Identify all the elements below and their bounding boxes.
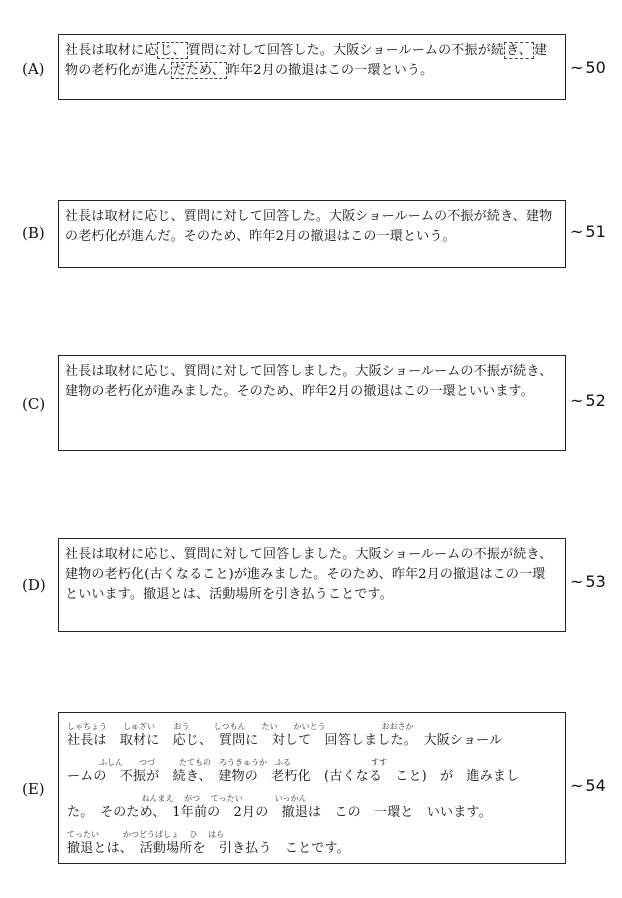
ruby-line xyxy=(67,717,557,753)
reference-numeral: ~ 52 xyxy=(570,391,606,410)
reference-numeral: ~ 54 xyxy=(570,776,606,795)
base-text: た。 そのため、 1年前の 2月の 撤退は この 一環と いいます。 xyxy=(67,805,492,820)
text-box xyxy=(58,712,566,864)
row-label: (C) xyxy=(22,395,46,413)
furigana: しゃちょう しゅざい おう しつもん たい かいとう おおさか xyxy=(67,722,414,731)
segment-boundary-mark: じ、 xyxy=(159,43,186,58)
reference-numeral: ~ 51 xyxy=(570,222,606,241)
text-box xyxy=(58,34,566,100)
text-segment: 昨年2月の撤退はこの一環という。 xyxy=(226,63,434,78)
ruby-line xyxy=(67,825,557,861)
reference-numeral: ~ 53 xyxy=(570,572,606,591)
segment-boundary-mark: き、 xyxy=(506,43,532,58)
base-text: ームの 不振が 続き、 建物の 老朽化 (古くなる こと) が 進みまし xyxy=(67,769,520,784)
text-box: 社長は取材に応じ、質問に対して回答しました。大阪ショールームの不振が続き、建物の老朽化(古くなること)が進みました。そのため、昨年2月の撤退はこの一環といいます。撤退とは、活動場所を引き払うことです。 xyxy=(58,538,566,632)
reference-numeral: ~ 50 xyxy=(570,58,606,77)
base-text: 社長は 取材に 応じ、 質問に 対して 回答しました。 大阪ショール xyxy=(67,733,503,748)
text-box: 社長は取材に応じ、質問に対して回答した。大阪ショールームの不振が続き、建物の老朽化が進んだ。そのため、昨年2月の撤退はこの一環という。 xyxy=(58,200,566,268)
ruby-line xyxy=(67,789,557,825)
base-text: 撤退とは、 活動場所を 引き払う ことです。 xyxy=(67,841,350,856)
furigana: ねんまえ がつ てったい いっかん xyxy=(67,794,307,803)
text-segment: 社長は取材に応 xyxy=(65,43,158,58)
text-box: 社長は取材に応じ、質問に対して回答しました。大阪ショールームの不振が続き、建物の老朽化が進みました。そのため、昨年2月の撤退はこの一環といいます。 xyxy=(58,355,566,451)
row-label: (B) xyxy=(22,224,45,242)
segment-boundary-mark: だため、 xyxy=(172,63,225,78)
furigana: てったい かつどうばしょ ひ はら xyxy=(67,830,225,839)
row-label: (A) xyxy=(22,60,45,78)
row-label: (D) xyxy=(22,576,46,594)
ruby-line xyxy=(67,753,557,789)
text-segment: 質問に対して回答した。大阪ショールームの不振が続 xyxy=(187,43,505,58)
text-segment: 建物の老朽化が進ん xyxy=(65,43,548,78)
row-label: (E) xyxy=(22,780,45,798)
furigana: ふしん つづ たてもの ろうきゅうか ふる すす xyxy=(67,758,388,767)
